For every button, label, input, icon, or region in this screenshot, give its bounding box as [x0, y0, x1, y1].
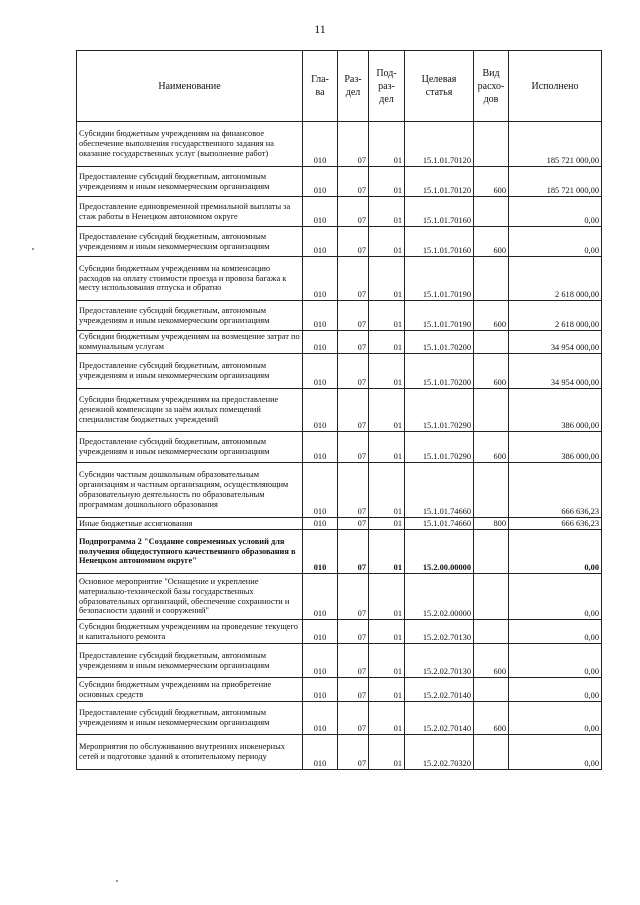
row-podrazdel-cell: 01 [369, 389, 405, 432]
row-glava-cell: 010 [303, 432, 338, 463]
row-statya-cell: 15.2.02.70320 [405, 735, 474, 770]
row-name-cell: Иные бюджетные ассигнования [77, 518, 303, 530]
row-statya-cell: 15.2.02.70130 [405, 644, 474, 678]
row-name-cell: Предоставление субсидий бюджетным, автономным учреждениям и иным некоммерческим организациям [77, 301, 303, 331]
row-glava-cell: 010 [303, 227, 338, 257]
row-razdel-cell: 07 [338, 463, 369, 518]
row-statya-cell: 15.1.01.70160 [405, 227, 474, 257]
row-ispolneno-cell: 0,00 [509, 227, 602, 257]
row-name-cell: Субсидии частным дошкольным образовательным организациям и частным организациям, осуществляющим образовательную деятельность по образовательным программам дошкольного образования [77, 463, 303, 518]
row-ispolneno-cell: 666 636,23 [509, 518, 602, 530]
row-ispolneno-cell: 0,00 [509, 644, 602, 678]
row-statya-cell: 15.2.02.70130 [405, 620, 474, 644]
row-vid-cell: 600 [474, 301, 509, 331]
row-podrazdel-cell: 01 [369, 530, 405, 574]
row-vid-cell [474, 574, 509, 620]
table-row [77, 122, 602, 167]
row-glava-cell: 010 [303, 197, 338, 227]
row-podrazdel-cell: 01 [369, 301, 405, 331]
scan-speck [32, 248, 34, 250]
row-statya-cell: 15.1.01.70190 [405, 257, 474, 301]
row-razdel-cell: 07 [338, 574, 369, 620]
table-row [77, 301, 602, 331]
row-ispolneno-cell: 0,00 [509, 197, 602, 227]
row-podrazdel-cell: 01 [369, 735, 405, 770]
table-row [77, 432, 602, 463]
row-ispolneno-cell: 34 954 000,00 [509, 354, 602, 389]
row-vid-cell [474, 463, 509, 518]
table-header-row [77, 51, 602, 122]
row-razdel-cell: 07 [338, 227, 369, 257]
row-name-cell: Мероприятия по обслуживанию внутренних инженерных сетей и подготовке зданий к отопительному периоду [77, 735, 303, 770]
row-ispolneno-cell: 0,00 [509, 678, 602, 702]
row-glava-cell: 010 [303, 702, 338, 735]
row-razdel-cell: 07 [338, 331, 369, 354]
row-ispolneno-cell: 2 618 000,00 [509, 257, 602, 301]
row-name-cell: Предоставление субсидий бюджетным, автономным учреждениям и иным некоммерческим организациям [77, 227, 303, 257]
header-ispolneno: Исполнено [509, 51, 602, 122]
row-glava-cell: 010 [303, 678, 338, 702]
header-name: Наименование [77, 51, 303, 122]
table-row [77, 463, 602, 518]
row-vid-cell: 600 [474, 167, 509, 197]
row-statya-cell: 15.2.02.70140 [405, 678, 474, 702]
table-body [77, 122, 602, 770]
row-statya-cell: 15.1.01.74660 [405, 463, 474, 518]
table-row [77, 389, 602, 432]
table-row [77, 354, 602, 389]
row-glava-cell: 010 [303, 574, 338, 620]
row-glava-cell: 010 [303, 620, 338, 644]
row-razdel-cell: 07 [338, 197, 369, 227]
row-razdel-cell: 07 [338, 389, 369, 432]
row-podrazdel-cell: 01 [369, 678, 405, 702]
table-row [77, 574, 602, 620]
header-podrazdel: Под- раз- дел [369, 51, 405, 122]
row-ispolneno-cell: 0,00 [509, 530, 602, 574]
table-row [77, 227, 602, 257]
row-ispolneno-cell: 0,00 [509, 735, 602, 770]
table-row [77, 644, 602, 678]
row-glava-cell: 010 [303, 518, 338, 530]
row-vid-cell: 600 [474, 644, 509, 678]
row-name-cell: Предоставление единовременной премиальной выплаты за стаж работы в Ненецком автономном округе [77, 197, 303, 227]
row-statya-cell: 15.1.01.70160 [405, 197, 474, 227]
table-row [77, 518, 602, 530]
row-ispolneno-cell: 386 000,00 [509, 432, 602, 463]
row-statya-cell: 15.1.01.70200 [405, 354, 474, 389]
row-razdel-cell: 07 [338, 122, 369, 167]
table-row [77, 678, 602, 702]
row-name-cell: Предоставление субсидий бюджетным, автономным учреждениям и иным некоммерческим организациям [77, 167, 303, 197]
row-podrazdel-cell: 01 [369, 122, 405, 167]
row-razdel-cell: 07 [338, 620, 369, 644]
row-vid-cell [474, 197, 509, 227]
row-razdel-cell: 07 [338, 518, 369, 530]
row-name-cell: Субсидии бюджетным учреждениям на компенсацию расходов на оплату стоимости проезда и провоза багажа к месту использования отпуска и обратно [77, 257, 303, 301]
row-ispolneno-cell: 185 721 000,00 [509, 167, 602, 197]
row-statya-cell: 15.1.01.70190 [405, 301, 474, 331]
row-vid-cell [474, 389, 509, 432]
row-statya-cell: 15.1.01.70120 [405, 167, 474, 197]
row-statya-cell: 15.1.01.70120 [405, 122, 474, 167]
row-vid-cell: 600 [474, 227, 509, 257]
row-glava-cell: 010 [303, 389, 338, 432]
row-vid-cell: 800 [474, 518, 509, 530]
row-name-cell: Субсидии бюджетным учреждениям на проведение текущего и капитального ремонта [77, 620, 303, 644]
row-razdel-cell: 07 [338, 702, 369, 735]
row-razdel-cell: 07 [338, 257, 369, 301]
row-ispolneno-cell: 0,00 [509, 574, 602, 620]
row-name-cell: Субсидии бюджетным учреждениям на возмещение затрат по коммунальным услугам [77, 331, 303, 354]
row-glava-cell: 010 [303, 354, 338, 389]
row-ispolneno-cell: 666 636,23 [509, 463, 602, 518]
table-row [77, 620, 602, 644]
scan-speck [116, 880, 118, 882]
row-name-cell: Предоставление субсидий бюджетным, автономным учреждениям и иным некоммерческим организациям [77, 432, 303, 463]
row-vid-cell [474, 530, 509, 574]
row-podrazdel-cell: 01 [369, 702, 405, 735]
row-vid-cell [474, 620, 509, 644]
row-glava-cell: 010 [303, 530, 338, 574]
row-glava-cell: 010 [303, 735, 338, 770]
row-podrazdel-cell: 01 [369, 227, 405, 257]
row-ispolneno-cell: 185 721 000,00 [509, 122, 602, 167]
row-glava-cell: 010 [303, 463, 338, 518]
row-glava-cell: 010 [303, 167, 338, 197]
row-statya-cell: 15.2.02.70140 [405, 702, 474, 735]
row-name-cell: Предоставление субсидий бюджетным, автономным учреждениям и иным некоммерческим организациям [77, 354, 303, 389]
row-ispolneno-cell: 0,00 [509, 620, 602, 644]
row-razdel-cell: 07 [338, 678, 369, 702]
row-podrazdel-cell: 01 [369, 354, 405, 389]
row-ispolneno-cell: 0,00 [509, 702, 602, 735]
row-statya-cell: 15.2.00.00000 [405, 530, 474, 574]
row-statya-cell: 15.1.01.70290 [405, 389, 474, 432]
header-statya: Целевая статья [405, 51, 474, 122]
row-podrazdel-cell: 01 [369, 644, 405, 678]
row-vid-cell [474, 257, 509, 301]
row-razdel-cell: 07 [338, 167, 369, 197]
row-name-cell: Предоставление субсидий бюджетным, автономным учреждениям и иным некоммерческим организациям [77, 644, 303, 678]
budget-execution-table [76, 50, 602, 770]
row-glava-cell: 010 [303, 122, 338, 167]
row-podrazdel-cell: 01 [369, 620, 405, 644]
header-vid: Вид расхо- дов [474, 51, 509, 122]
table-row [77, 197, 602, 227]
row-ispolneno-cell: 2 618 000,00 [509, 301, 602, 331]
row-vid-cell [474, 735, 509, 770]
row-razdel-cell: 07 [338, 735, 369, 770]
row-ispolneno-cell: 34 954 000,00 [509, 331, 602, 354]
row-name-cell: Предоставление субсидий бюджетным, автономным учреждениям и иным некоммерческим организациям [77, 702, 303, 735]
table-row [77, 530, 602, 574]
row-name-cell: Субсидии бюджетным учреждениям на предоставление денежной компенсации за наём жилых помещений специалистам бюджетных учреждений [77, 389, 303, 432]
row-vid-cell [474, 122, 509, 167]
row-glava-cell: 010 [303, 257, 338, 301]
row-name-cell: Основное мероприятие "Оснащение и укрепление материально-технической базы государственных образовательных организаций, обеспечение сохранности и безопасности зданий и сооружений" [77, 574, 303, 620]
row-name-cell: Подпрограмма 2 "Создание современных условий для получения общедоступного качественного образования в Ненецком автономном округе" [77, 530, 303, 574]
table-row [77, 331, 602, 354]
row-statya-cell: 15.1.01.70200 [405, 331, 474, 354]
row-vid-cell: 600 [474, 432, 509, 463]
header-razdel: Раз- дел [338, 51, 369, 122]
page-number: 11 [314, 22, 326, 36]
row-razdel-cell: 07 [338, 354, 369, 389]
table-row [77, 702, 602, 735]
row-podrazdel-cell: 01 [369, 331, 405, 354]
row-razdel-cell: 07 [338, 301, 369, 331]
table-row [77, 735, 602, 770]
row-podrazdel-cell: 01 [369, 574, 405, 620]
row-vid-cell [474, 678, 509, 702]
row-podrazdel-cell: 01 [369, 197, 405, 227]
row-podrazdel-cell: 01 [369, 167, 405, 197]
row-razdel-cell: 07 [338, 530, 369, 574]
row-ispolneno-cell: 386 000,00 [509, 389, 602, 432]
row-statya-cell: 15.1.01.70290 [405, 432, 474, 463]
row-podrazdel-cell: 01 [369, 257, 405, 301]
row-glava-cell: 010 [303, 301, 338, 331]
row-glava-cell: 010 [303, 644, 338, 678]
row-podrazdel-cell: 01 [369, 432, 405, 463]
row-name-cell: Субсидии бюджетным учреждениям на финансовое обеспечение выполнения государственного задания на оказание государственных услуг (выполнение работ) [77, 122, 303, 167]
row-name-cell: Субсидии бюджетным учреждениям на приобретение основных средств [77, 678, 303, 702]
row-razdel-cell: 07 [338, 644, 369, 678]
row-statya-cell: 15.1.01.74660 [405, 518, 474, 530]
table-row [77, 167, 602, 197]
row-vid-cell: 600 [474, 354, 509, 389]
header-glava: Гла- ва [303, 51, 338, 122]
row-podrazdel-cell: 01 [369, 463, 405, 518]
table-row [77, 257, 602, 301]
row-razdel-cell: 07 [338, 432, 369, 463]
row-podrazdel-cell: 01 [369, 518, 405, 530]
row-vid-cell [474, 331, 509, 354]
row-vid-cell: 600 [474, 702, 509, 735]
row-glava-cell: 010 [303, 331, 338, 354]
row-statya-cell: 15.2.02.00000 [405, 574, 474, 620]
